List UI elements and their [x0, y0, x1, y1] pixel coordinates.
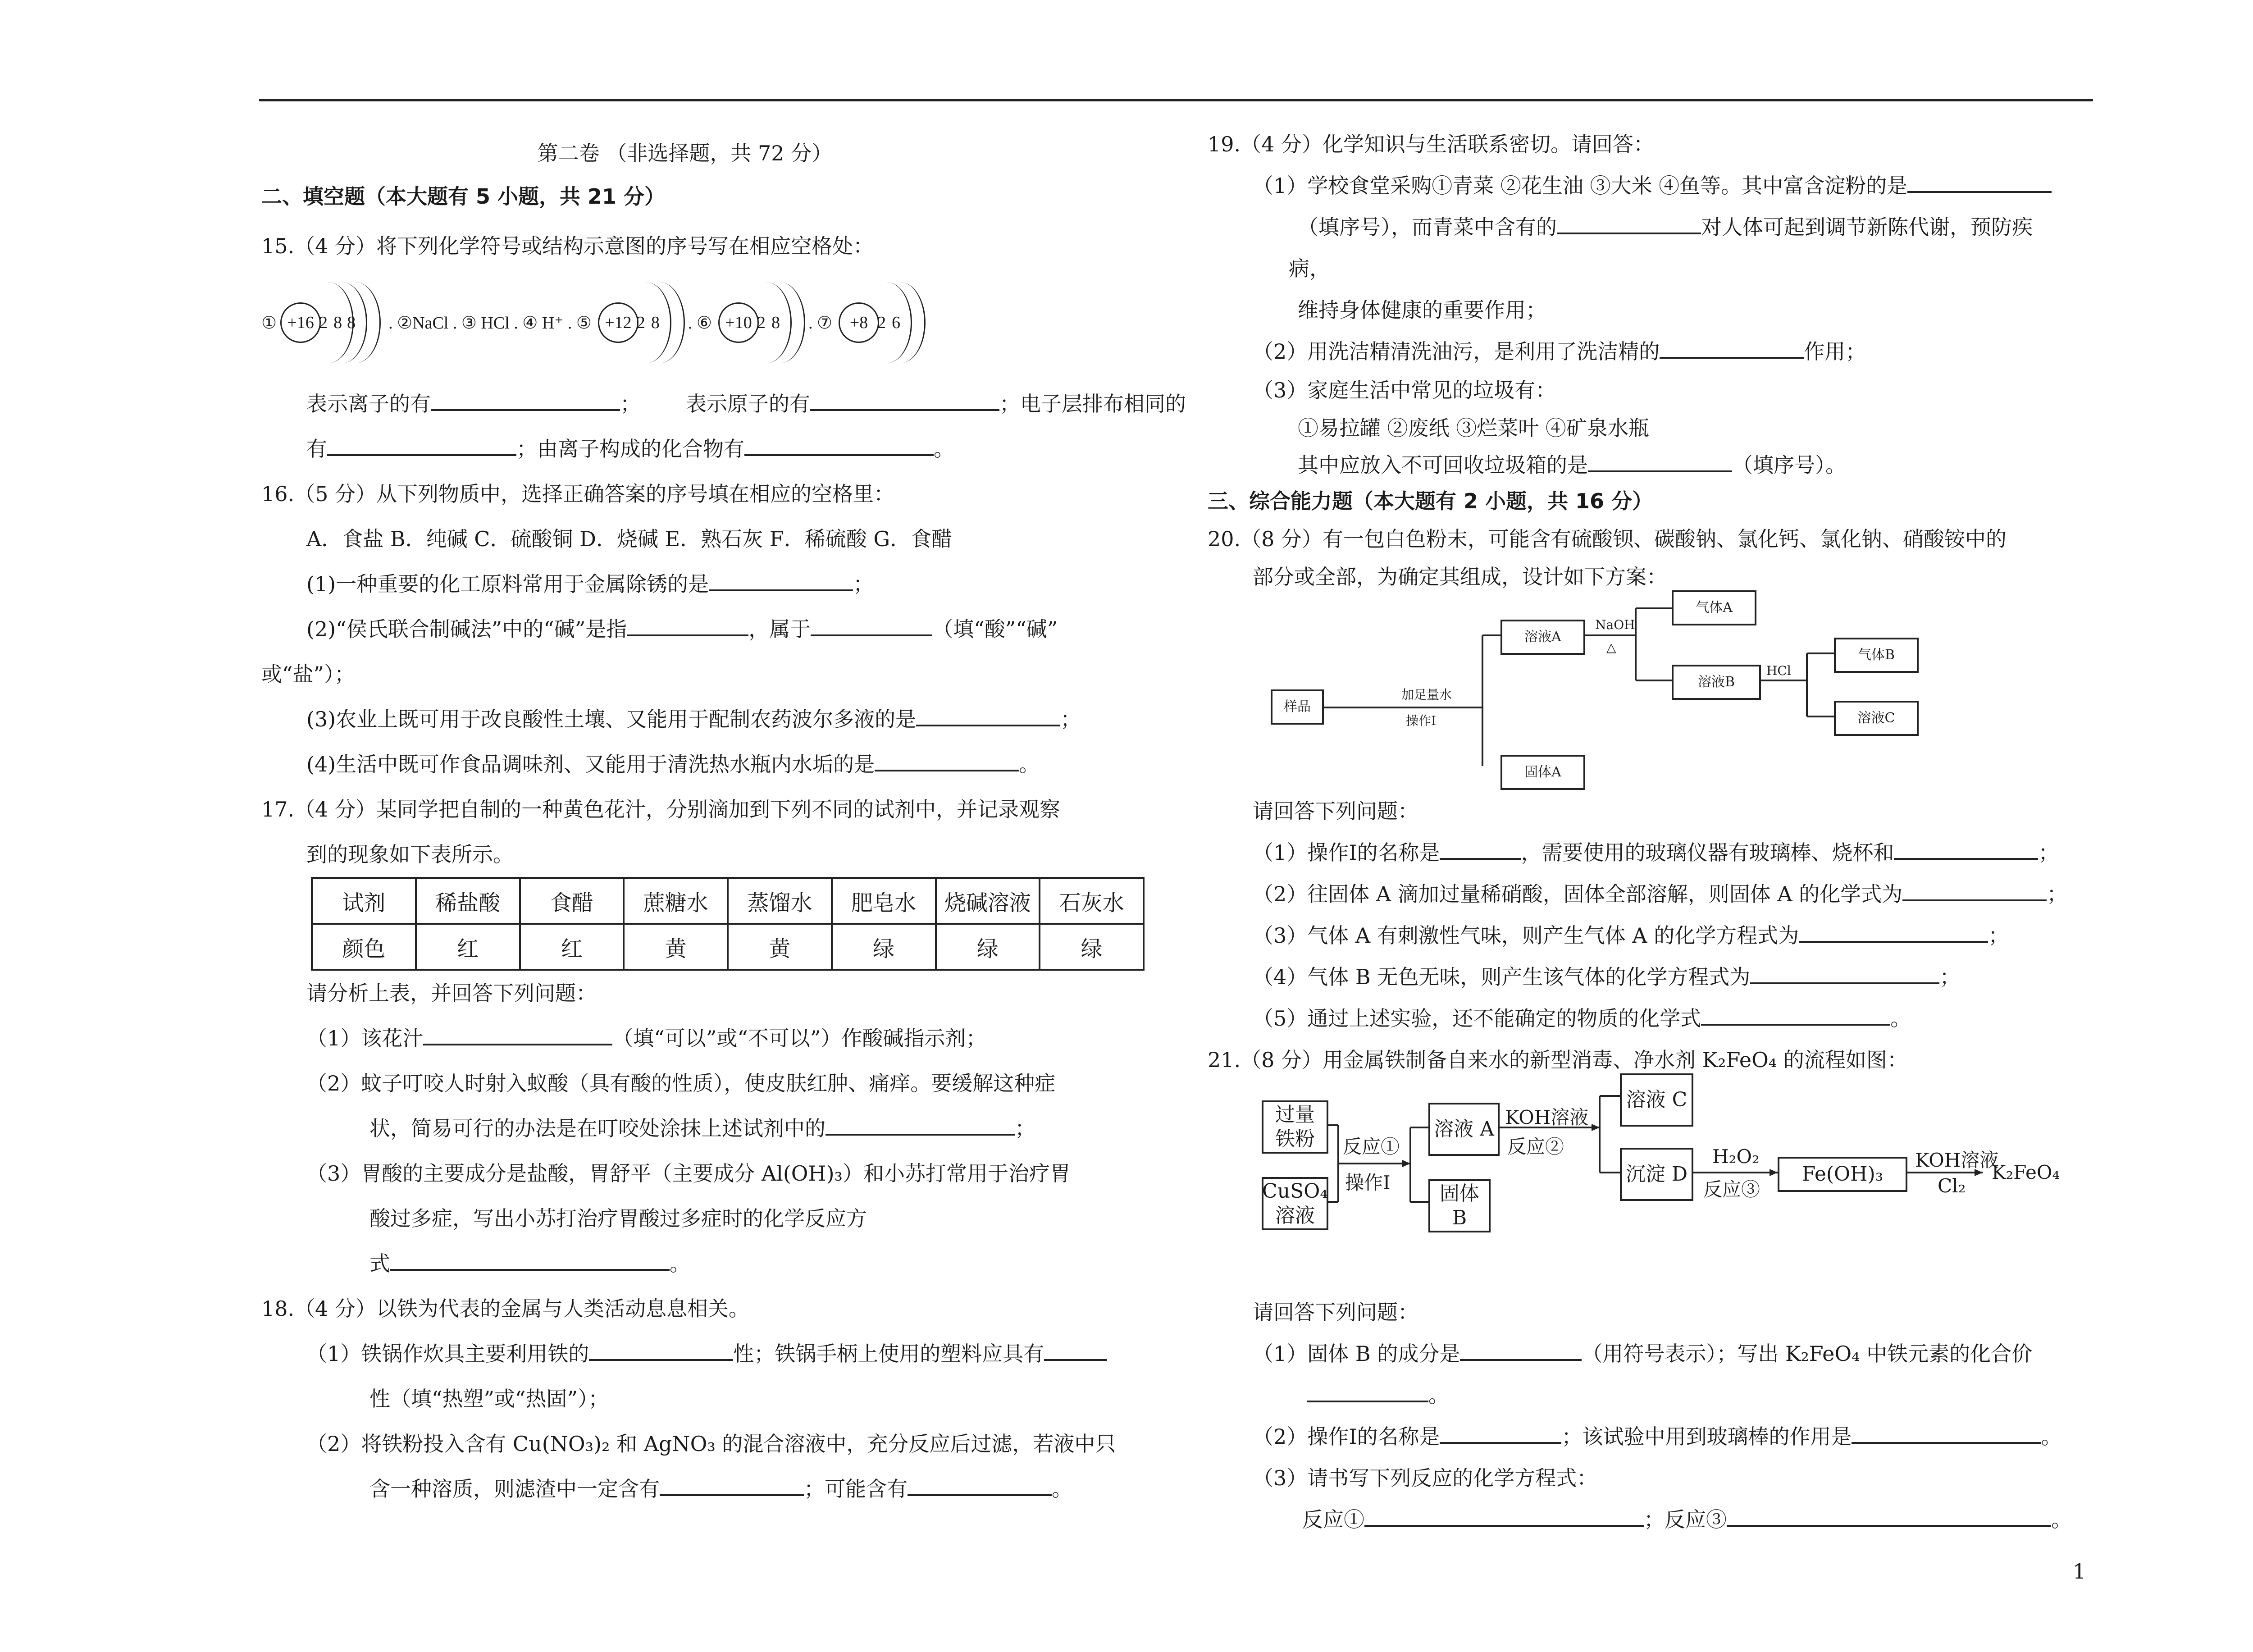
table-cell: 绿 — [1040, 924, 1144, 970]
flow-solC: 溶液C — [1834, 701, 1919, 736]
answer-blank[interactable] — [1440, 1424, 1561, 1444]
answer-blank[interactable] — [810, 391, 999, 411]
answer-blank[interactable] — [390, 1251, 670, 1271]
electron-count: 2 — [319, 313, 328, 332]
text: 表示原子的有 — [686, 392, 810, 416]
electron-count: 8 — [347, 313, 356, 332]
text: （2）往固体 A 滴加过量稀硝酸，固体全部溶解，则固体 A 的化学式为 — [1253, 882, 1903, 906]
answer-blank[interactable] — [875, 752, 1019, 771]
answer-blank[interactable] — [1044, 1341, 1107, 1361]
atom-diagram-5 — [598, 282, 679, 363]
electron-count: 2 — [636, 313, 645, 332]
answer-blank[interactable] — [1660, 339, 1804, 359]
q21-s3: （3）请书写下列反应的化学方程式： — [1253, 1466, 1598, 1490]
q17-s3-cont: 酸过多症，写出小苏打治疗胃酸过多症时的化学反应方 — [369, 1206, 867, 1231]
q15-stem: 15.（4 分）将下列化学符号或结构示意图的序号写在相应空格处： — [261, 234, 874, 258]
text: （1）铁锅作炊具主要利用铁的 — [306, 1342, 589, 1366]
answer-blank[interactable] — [589, 1341, 733, 1361]
nucleus: +10 — [718, 302, 759, 343]
q20-stem: 20.（8 分）有一包白色粉末，可能含有硫酸钡、碳酸钠、氯化钙、氯化钠、硝酸铵中的 — [1208, 527, 2007, 551]
text: ，需要使用的玻璃仪器有玻璃棒、烧杯和 — [1521, 840, 1894, 865]
q16-s4 — [261, 742, 1145, 787]
text: 状，简易可行的办法是在叮咬处涂抹上述试剂中的 — [369, 1116, 825, 1141]
flow-gasA: 气体A — [1672, 590, 1756, 625]
answer-blank[interactable] — [908, 1476, 1052, 1496]
answer-blank[interactable] — [744, 436, 934, 456]
flow-gasB: 气体B — [1834, 638, 1919, 673]
q15-structures — [261, 269, 1145, 377]
text: 有 — [306, 437, 327, 461]
q17-s2: （2）蚊子叮咬人时射入蚁酸（具有酸的性质），使皮肤红肿、痛痒。要缓解这种症 — [306, 1071, 1056, 1095]
q16-s3 — [261, 697, 1145, 742]
q18-s1 — [261, 1331, 1145, 1376]
q20-prompt: 请回答下列问题： — [1253, 799, 1418, 823]
flow-cuso4: CuSO₄ 溶液 — [1262, 1177, 1328, 1230]
atom-diagram-7 — [839, 282, 920, 363]
q17-s1 — [261, 1016, 1145, 1061]
answer-blank[interactable] — [1894, 840, 2038, 860]
text: ； — [620, 392, 641, 416]
table-cell: 食醋 — [520, 878, 624, 924]
text: ； — [2047, 882, 2068, 906]
flow-feoh3: Fe(OH)₃ — [1778, 1157, 1907, 1192]
q17-s3-cont2 — [261, 1241, 1145, 1286]
text: 。 — [934, 437, 954, 461]
q21-stem: 21.（8 分）用金属铁制备自来水的新型消毒、净水剂 K₂FeO₄ 的流程如图： — [1208, 1048, 1908, 1072]
text: 。 — [670, 1251, 690, 1276]
electron-count: 8 — [771, 313, 780, 332]
q21-s2 — [1208, 1414, 2145, 1459]
flow-solA: 溶液A — [1500, 620, 1585, 655]
text: （4）气体 B 无色无味，则产生该气体的化学方程式为 — [1253, 965, 1751, 989]
flow-solidA: 固体A — [1500, 755, 1585, 790]
text: 。 — [1019, 752, 1040, 776]
electron-count: 2 — [757, 313, 766, 332]
text: (4)生活中既可作食品调味剂、又能用于清洗热水瓶内水垢的是 — [306, 752, 875, 776]
electron-count: 6 — [892, 313, 901, 332]
q17-prompt: 请分析上表，并回答下列问题： — [306, 981, 597, 1005]
flow-koh2: KOH溶液 — [1915, 1149, 1999, 1171]
q19-s1-cont3: 维持身体健康的重要作用； — [1298, 298, 1546, 322]
text: ；电子层排布相同的 — [999, 392, 1186, 416]
flow-solidB: 固体 B — [1428, 1179, 1491, 1232]
left-column — [261, 131, 1186, 1511]
flow-h2o2: H₂O₂ — [1712, 1145, 1760, 1168]
q19-stem: 19.（4 分）化学知识与生活联系密切。请回答： — [1208, 132, 1655, 156]
table-cell: 颜色 — [312, 924, 416, 970]
right-column — [1208, 131, 2145, 1542]
text: ；由离子构成的化合物有 — [516, 437, 744, 461]
section3-heading: 三、综合能力题（本大题有 2 小题，共 16 分） — [1208, 489, 1653, 513]
text: 式 — [369, 1251, 390, 1276]
q19-s1 — [1208, 163, 2145, 208]
q18-s2-cont — [261, 1466, 1145, 1511]
flow-precD: 沉淀 D — [1620, 1148, 1693, 1201]
text: 作用； — [1804, 339, 1866, 364]
q19-s3: （3）家庭生活中常见的垃圾有： — [1253, 378, 1556, 402]
flow-sample: 样品 — [1271, 689, 1324, 725]
nucleus: +8 — [839, 302, 879, 343]
answer-blank[interactable] — [431, 391, 620, 411]
q17-s2-cont — [261, 1106, 1145, 1151]
q20-s2 — [1208, 872, 2145, 917]
answer-blank[interactable] — [1902, 881, 2047, 901]
part-title: 第二卷 （非选择题，共 72 分） — [537, 141, 833, 165]
answer-blank[interactable] — [1557, 214, 1701, 234]
text: 。 — [2051, 1507, 2072, 1532]
answer-blank[interactable] — [825, 1116, 1015, 1136]
table-row — [312, 924, 1144, 970]
atom1-num: ① — [261, 313, 277, 333]
text: 。 — [2041, 1424, 2062, 1449]
answer-blank[interactable] — [1907, 173, 2052, 193]
answer-blank[interactable] — [327, 436, 516, 456]
answer-blank[interactable] — [660, 1476, 804, 1496]
table-cell: 烧碱溶液 — [936, 878, 1040, 924]
text: ；反应③ — [1644, 1507, 1727, 1532]
text: （用符号表示）；写出 K₂FeO₄ 中铁元素的化合价 — [1582, 1342, 2033, 1366]
q17-table — [311, 877, 1145, 971]
text: （3）气体 A 有刺激性气味，则产生气体 A 的化学方程式为 — [1253, 923, 1799, 948]
flow-naoh: NaOH — [1595, 617, 1635, 632]
table-cell: 石灰水 — [1040, 878, 1144, 924]
flow-solB: 溶液B — [1672, 665, 1761, 700]
answer-blank[interactable] — [423, 1026, 612, 1045]
q19-s1-cont2: 病， — [1289, 256, 1330, 281]
text: ；该试验中用到玻璃棒的作用是 — [1561, 1424, 1852, 1449]
text: 对人体可起到调节新陈代谢，预防疾 — [1701, 215, 2033, 239]
q16-options: A．食盐 B．纯碱 C．硫酸铜 D．烧碱 E．熟石灰 F．稀硫酸 G．食醋 — [306, 527, 953, 551]
text: ； — [1988, 923, 2009, 948]
text: 。 — [1052, 1477, 1072, 1501]
q15-line1 — [261, 381, 1186, 426]
table-cell: 蔗糖水 — [624, 878, 728, 924]
page-number: 1 — [2073, 1559, 2086, 1584]
flow-solA: 溶液 A — [1428, 1103, 1500, 1156]
table-cell: 绿 — [936, 924, 1040, 970]
text: ； — [853, 572, 874, 596]
q15-line2 — [261, 426, 1145, 471]
q19-s3-items: ①易拉罐 ②废纸 ③烂菜叶 ④矿泉水瓶 — [1298, 416, 1649, 440]
nucleus: +12 — [598, 302, 639, 343]
top-rule — [259, 99, 2093, 101]
table-cell: 绿 — [832, 924, 936, 970]
q18-stem: 18.（4 分）以铁为代表的金属与人类活动息息相关。 — [261, 1296, 750, 1321]
electron-count: 2 — [877, 313, 886, 332]
flow-fe-excess: 过量 铁粉 — [1262, 1100, 1328, 1154]
text: 含一种溶质，则滤渣中一定含有 — [369, 1477, 660, 1501]
text: 反应① — [1302, 1507, 1364, 1532]
flow-cl2: Cl₂ — [1938, 1175, 1966, 1197]
q21-prompt: 请回答下列问题： — [1253, 1300, 1418, 1324]
table-cell: 蒸馏水 — [728, 878, 832, 924]
q20-s1 — [1208, 830, 2145, 875]
answer-blank[interactable] — [1588, 452, 1732, 472]
q21-s1-cont — [1208, 1373, 2145, 1418]
text: （2）用洗洁精清洗油污，是利用了洗洁精的 — [1253, 339, 1660, 364]
table-cell: 黄 — [728, 924, 832, 970]
answer-blank[interactable] — [1701, 1006, 1890, 1026]
q21-s1 — [1208, 1331, 2145, 1376]
text: （填序号），而青菜中含有的 — [1298, 215, 1557, 239]
answer-blank[interactable] — [1799, 923, 1988, 943]
answer-blank[interactable] — [1307, 1383, 1428, 1402]
text: （5）通过上述实验，还不能确定的物质的化学式 — [1253, 1006, 1701, 1031]
flow-react2: 反应② — [1507, 1136, 1564, 1158]
text: ； — [2038, 840, 2059, 865]
q20-s4 — [1208, 954, 2145, 999]
flow-react3: 反应③ — [1703, 1178, 1760, 1200]
text: 其中应放入不可回收垃圾箱的是 — [1298, 453, 1588, 477]
q20-flowchart — [1208, 599, 2145, 780]
answer-blank[interactable] — [627, 616, 748, 636]
text: （1）固体 B 的成分是 — [1253, 1342, 1460, 1366]
q19-s2 — [1208, 329, 2145, 374]
q16-s1 — [261, 561, 1145, 607]
text: （填序号）。 — [1732, 453, 1846, 477]
electron-count: 8 — [333, 313, 342, 332]
q16-stem: 16.（5 分）从下列物质中，选择正确答案的序号填在相应的空格里： — [261, 482, 895, 506]
text: ； — [1015, 1116, 1035, 1141]
answer-blank[interactable] — [709, 571, 853, 591]
nucleus: +16 — [280, 302, 321, 343]
table-cell: 稀盐酸 — [416, 878, 520, 924]
section2-heading: 二、填空题（本大题有 5 小题，共 21 分） — [261, 184, 666, 209]
text: (2)“侯氏联合制碱法”中的“碱”是指 — [306, 617, 627, 641]
item-2-4: . ②NaCl . ③ HCl . ④ H⁺ . ⑤ — [388, 313, 592, 333]
text: （1）该花汁 — [306, 1026, 424, 1050]
table-cell: 黄 — [624, 924, 728, 970]
flow-product: K₂FeO₄ — [1992, 1161, 2060, 1183]
q19-s1-cont — [1208, 205, 2145, 250]
answer-blank[interactable] — [1727, 1507, 2051, 1527]
answer-blank[interactable] — [1852, 1424, 2041, 1444]
answer-blank[interactable] — [1364, 1507, 1644, 1527]
text: 。 — [1890, 1006, 1911, 1031]
q20-s5 — [1208, 996, 2145, 1041]
q20-stem-cont: 部分或全部，为确定其组成，设计如下方案： — [1253, 565, 1667, 589]
sep-6: . ⑥ — [688, 313, 712, 333]
flow-react1: 反应① — [1343, 1136, 1400, 1158]
table-cell: 红 — [416, 924, 520, 970]
answer-blank[interactable] — [1440, 840, 1521, 860]
text: ；可能含有 — [804, 1477, 908, 1501]
text: ； — [1060, 707, 1081, 731]
atom-diagram-6 — [718, 282, 799, 363]
text: （填“酸”“碱” — [932, 617, 1058, 641]
table-cell: 试剂 — [312, 878, 416, 924]
q16-s2-cont: 或“盐”）； — [261, 662, 356, 686]
q20-s3 — [1208, 913, 2145, 958]
flow-op1: 操作Ⅰ — [1345, 1172, 1391, 1194]
atom-diagram-1 — [280, 282, 379, 363]
text: (1)一种重要的化工原料常用于金属除锈的是 — [306, 572, 709, 596]
text: 性；铁锅手柄上使用的塑料应具有 — [733, 1342, 1044, 1366]
answer-blank[interactable] — [1460, 1341, 1582, 1361]
answer-blank[interactable] — [811, 616, 932, 636]
flow-koh1: KOH溶液 — [1505, 1106, 1589, 1128]
table-row — [312, 878, 1144, 924]
q21-s3-eq — [1208, 1497, 2145, 1542]
text: （填“可以”或“不可以”）作酸碱指示剂； — [612, 1026, 987, 1050]
text: 表示离子的有 — [306, 392, 431, 416]
q17-stem-cont: 到的现象如下表所示。 — [306, 842, 514, 867]
flow-solC: 溶液 C — [1620, 1073, 1693, 1127]
table-cell: 肥皂水 — [832, 878, 936, 924]
text: （1）操作Ⅰ的名称是 — [1253, 840, 1440, 865]
flow-hcl: HCl — [1766, 663, 1791, 678]
q18-s2: （2）将铁粉投入含有 Cu(NO₃)₂ 和 AgNO₃ 的混合溶液中，充分反应后过滤，若液中只 — [306, 1432, 1116, 1456]
q21-flowchart — [1208, 1082, 2145, 1272]
table-cell: 红 — [520, 924, 624, 970]
q17-s3: （3）胃酸的主要成分是盐酸，胃舒平（主要成分 Al(OH)₃）和小苏打常用于治疗胃 — [306, 1161, 1071, 1186]
answer-blank[interactable] — [1750, 964, 1939, 984]
q18-s1-cont: 性（填“热塑”或“热固”）； — [369, 1387, 609, 1411]
text: (3)农业上既可用于改良酸性土壤、又能用于配制农药波尔多液的是 — [306, 707, 917, 731]
q17-stem: 17.（4 分）某同学把自制的一种黄色花汁，分别滴加到下列不同的试剂中，并记录观察 — [261, 797, 1061, 821]
text: ，属于 — [748, 617, 811, 641]
text: （2）操作Ⅰ的名称是 — [1253, 1424, 1440, 1449]
flow-heat: △ — [1606, 640, 1616, 655]
answer-blank[interactable] — [916, 707, 1060, 726]
text: ； — [1939, 965, 1961, 989]
flow-op1: 操作Ⅰ — [1406, 713, 1437, 728]
text: （1）学校食堂采购①青菜 ②花生油 ③大米 ④鱼等。其中富含淀粉的是 — [1253, 173, 1908, 198]
flow-add-water: 加足量水 — [1401, 687, 1452, 702]
electron-count: 8 — [651, 313, 660, 332]
q16-s2 — [261, 607, 1145, 652]
sep-7: . ⑦ — [808, 313, 833, 333]
text: 。 — [1428, 1383, 1449, 1407]
